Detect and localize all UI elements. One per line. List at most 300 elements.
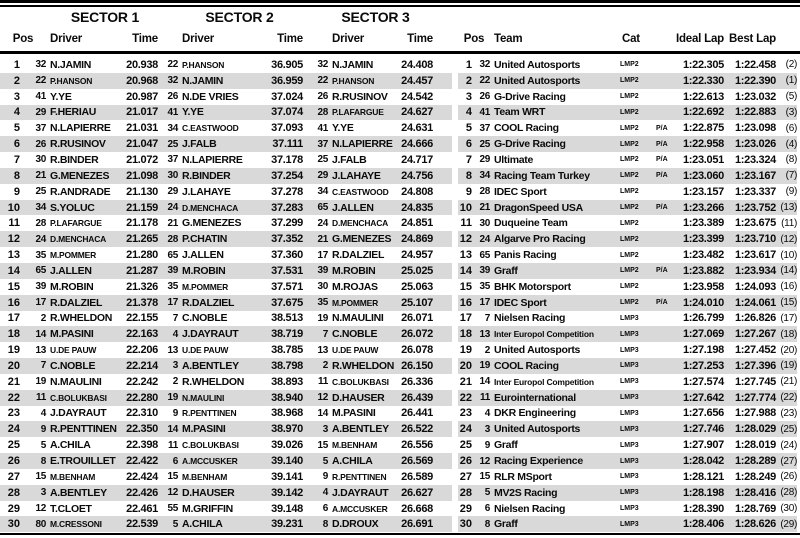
position: 28	[7, 486, 20, 499]
position: 17	[459, 312, 472, 325]
s3-time: 24.666	[401, 138, 433, 151]
sector-times-table	[0, 57, 452, 532]
s3-time: 24.869	[401, 233, 433, 246]
position: 19	[7, 344, 20, 357]
s3-driver-name: R.RUSINOV	[332, 90, 388, 103]
ideal-lap-time: 1:23.266	[682, 201, 724, 214]
s3-driver-name: R.WHELDON	[332, 359, 395, 372]
s2-time: 39.026	[271, 439, 303, 452]
best-lap-rank: (27)	[780, 455, 797, 467]
s1-driver-name: J.DAYRAUT	[50, 407, 107, 420]
s2-driver-name: N.LAPIERRE	[182, 153, 243, 166]
classification-row	[458, 501, 797, 517]
best-lap-rank: (18)	[780, 328, 797, 340]
s3-driver-name: M.ROJAS	[332, 280, 378, 293]
s3-driver-name: J.FALB	[332, 153, 367, 166]
s3-driver-name: C.NOBLE	[332, 328, 378, 341]
category-badge: LMP3	[620, 409, 639, 417]
car-number: 37	[479, 122, 490, 134]
s3-driver-name: P.LAFARGUE	[332, 107, 384, 118]
s1-driver-name: J.ALLEN	[50, 264, 92, 277]
s2-driver-name: R.BINDER	[182, 169, 231, 182]
s1-driver-name: C.NOBLE	[50, 359, 96, 372]
position: 14	[459, 264, 472, 277]
category-badge: LMP3	[620, 489, 639, 497]
s1-time: 20.938	[126, 58, 158, 71]
s3-car-number: 32	[317, 59, 328, 71]
sector-times-row	[0, 89, 452, 105]
classification-row	[458, 326, 797, 342]
best-lap-time: 1:28.249	[734, 470, 776, 483]
s3-time: 26.589	[401, 470, 433, 483]
best-lap-rank: (30)	[780, 503, 797, 515]
ideal-lap-time: 1:27.069	[682, 328, 724, 341]
s3-car-number: 14	[317, 407, 328, 419]
s3-car-number: 41	[317, 122, 328, 134]
car-number: 19	[479, 360, 490, 372]
s2-driver-name: P.HANSON	[182, 59, 225, 70]
position: 15	[459, 280, 472, 293]
team-name: Racing Team Turkey	[494, 169, 590, 182]
s3-time: 26.569	[401, 455, 433, 468]
s2-driver-name: M.PASINI	[182, 423, 226, 436]
s3-time: 24.756	[401, 169, 433, 182]
s2-car-number: 14	[167, 423, 178, 435]
position: 24	[7, 423, 20, 436]
s1-time: 22.242	[126, 375, 158, 388]
s1-car-number: 35	[35, 249, 46, 261]
s2-car-number: 4	[172, 328, 178, 340]
sector-times-row	[0, 295, 452, 311]
position: 25	[459, 439, 472, 452]
s1-car-number: 14	[35, 328, 46, 340]
s1-driver-name: M.BENHAM	[50, 471, 96, 482]
s2-driver-name: C.EASTWOOD	[182, 123, 239, 134]
s2-car-number: 26	[167, 91, 178, 103]
s3-driver-name: A.BENTLEY	[332, 423, 389, 436]
team-name: Duqueine Team	[494, 217, 568, 230]
category-badge: LMP2	[620, 251, 639, 259]
cat-column-header: Cat	[622, 33, 640, 45]
position: 17	[7, 312, 20, 325]
s3-car-number: 30	[317, 281, 328, 293]
s3-time: 26.441	[401, 407, 433, 420]
s2-time: 37.571	[271, 280, 303, 293]
s2-time: 37.278	[271, 185, 303, 198]
ideal-lap-time: 1:26.799	[682, 312, 724, 325]
category-badge: LMP2	[620, 299, 639, 307]
car-number: 2	[484, 344, 490, 356]
best-lap-rank: (9)	[785, 186, 797, 198]
team-name: Inter Europol Competition	[494, 376, 594, 387]
s2-car-number: 39	[167, 265, 178, 277]
best-lap-rank: (26)	[780, 471, 797, 483]
s2-time: 37.675	[271, 296, 303, 309]
s3-time: 26.078	[401, 344, 433, 357]
position: 30	[7, 518, 20, 531]
category-badge: LMP2	[620, 188, 639, 196]
sector-times-row	[0, 152, 452, 168]
s2-time: 38.970	[271, 423, 303, 436]
pro-am-flag: P/A	[656, 140, 668, 148]
best-lap-time: 1:23.617	[734, 249, 776, 262]
s2-time: 37.024	[271, 90, 303, 103]
sector-times-row	[0, 516, 452, 532]
s1-driver-column-header: Driver	[50, 33, 83, 45]
best-lap-time: 1:24.061	[734, 296, 776, 309]
classification-row	[458, 516, 797, 532]
s2-driver-name: J.ALLEN	[182, 249, 224, 262]
ideal-lap-time: 1:27.907	[682, 439, 724, 452]
ideal-lap-time: 1:22.958	[682, 138, 724, 151]
best-lap-rank: (25)	[780, 423, 797, 435]
s1-driver-name: C.BOLUKBASI	[50, 392, 107, 403]
best-lap-time: 1:23.098	[734, 122, 776, 135]
position: 9	[13, 185, 20, 198]
s3-car-number: 39	[317, 265, 328, 277]
s2-car-number: 29	[167, 186, 178, 198]
best-lap-rank: (29)	[780, 518, 797, 530]
s1-driver-name: M.CRESSONI	[50, 519, 102, 530]
category-badge: LMP2	[620, 204, 639, 212]
sector-table-header	[0, 30, 452, 48]
ideal-lap-time: 1:23.157	[682, 185, 724, 198]
position: 19	[459, 344, 472, 357]
category-badge: LMP3	[620, 362, 639, 370]
s2-driver-name: R.DALZIEL	[182, 296, 235, 309]
sector-3-title: SECTOR 3	[341, 9, 410, 25]
s3-car-number: 3	[322, 423, 328, 435]
classification-row	[458, 231, 797, 247]
best-lap-rank: (22)	[780, 392, 797, 404]
s1-driver-name: R.DALZIEL	[50, 296, 103, 309]
s2-car-number: 34	[167, 122, 178, 134]
s2-time: 37.111	[272, 138, 303, 151]
sector-times-row	[0, 469, 452, 485]
classification-row	[458, 105, 797, 121]
ideal-lap-time: 1:23.389	[682, 217, 724, 230]
position: 7	[465, 153, 472, 166]
sector-times-row	[0, 437, 452, 453]
s3-driver-name: N.LAPIERRE	[332, 138, 393, 151]
best-lap-rank: (16)	[780, 281, 797, 293]
sector-times-row	[0, 215, 452, 231]
best-lap-time: 1:27.988	[734, 407, 776, 420]
s3-car-number: 35	[317, 297, 328, 309]
car-number: 22	[479, 75, 490, 87]
s2-car-number: 13	[167, 344, 178, 356]
s2-driver-name: A.BENTLEY	[182, 359, 239, 372]
classification-row	[458, 279, 797, 295]
team-name: United Autosports	[494, 58, 581, 71]
s1-time: 22.350	[126, 423, 158, 436]
s2-car-number: 12	[167, 487, 178, 499]
car-number: 3	[484, 423, 490, 435]
s3-car-number: 22	[317, 75, 328, 87]
s1-driver-name: S.YOLUC	[50, 201, 95, 214]
car-number: 35	[479, 281, 490, 293]
position: 21	[7, 375, 20, 388]
team-name: Graff	[494, 518, 518, 531]
car-number: 30	[479, 217, 490, 229]
car-number: 12	[479, 455, 490, 467]
s1-time: 20.968	[126, 74, 158, 87]
best-lap-time: 1:22.458	[734, 58, 776, 71]
s1-car-number: 15	[35, 471, 46, 483]
s3-driver-name: M.PASINI	[332, 407, 376, 420]
best-lap-time: 1:27.396	[734, 359, 776, 372]
position: 30	[459, 518, 472, 531]
category-badge: LMP2	[620, 219, 639, 227]
s1-time: 22.426	[126, 486, 158, 499]
s1-time-column-header: Time	[132, 33, 158, 45]
s1-car-number: 19	[35, 376, 46, 388]
s1-driver-name: A.BENTLEY	[50, 486, 107, 499]
best-lap-time: 1:23.032	[734, 90, 776, 103]
s2-driver-name: J.FALB	[182, 138, 217, 151]
s1-driver-name: N.MAULINI	[50, 375, 102, 388]
ideal-lap-time: 1:28.390	[682, 502, 724, 515]
position: 15	[7, 280, 20, 293]
ideal-lap-time: 1:28.198	[682, 486, 724, 499]
s1-driver-name: E.TROUILLET	[50, 455, 116, 468]
s3-driver-name: U.DE PAUW	[332, 345, 379, 356]
team-name: DragonSpeed USA	[494, 201, 583, 214]
s2-time: 36.905	[271, 58, 303, 71]
position: 4	[465, 106, 472, 119]
sector-times-row	[0, 453, 452, 469]
position: 23	[459, 407, 472, 420]
team-name: United Autosports	[494, 423, 581, 436]
s3-time: 26.691	[401, 518, 433, 531]
s1-car-number: 26	[35, 138, 46, 150]
s1-driver-name: F.HERIAU	[50, 106, 97, 119]
car-number: 29	[479, 154, 490, 166]
classification-row	[458, 485, 797, 501]
s2-car-number: 55	[167, 503, 178, 515]
position: 28	[459, 486, 472, 499]
sector-times-row	[0, 73, 452, 89]
position: 8	[13, 169, 20, 182]
team-name: DKR Engineering	[494, 407, 576, 420]
s2-car-number: 25	[167, 138, 178, 150]
car-number: 25	[479, 138, 490, 150]
pro-am-flag: P/A	[656, 124, 668, 132]
s3-driver-name: M.BENHAM	[332, 440, 378, 451]
s3-driver-name: M.POMMER	[332, 297, 379, 308]
sector-2-title: SECTOR 2	[205, 9, 274, 25]
position: 16	[459, 296, 472, 309]
s1-time: 22.163	[126, 328, 158, 341]
classification-row	[458, 358, 797, 374]
s2-time: 37.093	[271, 122, 303, 135]
best-lap-time: 1:23.167	[734, 169, 776, 182]
s1-car-number: 17	[35, 297, 46, 309]
position: 13	[7, 249, 20, 262]
car-number: 9	[484, 439, 490, 451]
car-number: 6	[484, 503, 490, 515]
s2-time: 38.968	[271, 407, 303, 420]
s2-car-number: 22	[167, 59, 178, 71]
position: 20	[459, 359, 472, 372]
s3-time: 26.439	[401, 391, 433, 404]
s1-time: 21.031	[126, 122, 158, 135]
s2-time: 37.074	[271, 106, 303, 119]
s3-car-number: 9	[322, 471, 328, 483]
s2-driver-name: N.JAMIN	[182, 74, 224, 87]
s2-driver-name: M.GRIFFIN	[182, 502, 233, 515]
s2-car-number: 2	[172, 376, 178, 388]
classification-row	[458, 390, 797, 406]
ideal-lap-time: 1:27.642	[682, 391, 724, 404]
s3-time: 24.717	[401, 153, 433, 166]
s1-car-number: 32	[35, 59, 46, 71]
best-lap-time: 1:27.267	[734, 328, 776, 341]
position: 25	[7, 439, 20, 452]
s1-time: 21.098	[126, 169, 158, 182]
team-column-header: Team	[494, 33, 523, 45]
best-lap-time: 1:26.826	[734, 312, 776, 325]
best-lap-rank: (21)	[780, 376, 797, 388]
best-lap-time: 1:27.774	[734, 391, 776, 404]
s1-time: 22.206	[126, 344, 158, 357]
best-lap-time: 1:28.626	[734, 518, 776, 531]
category-badge: LMP2	[620, 93, 639, 101]
best-lap-rank: (7)	[785, 170, 797, 182]
category-badge: LMP2	[620, 124, 639, 132]
position: 26	[7, 455, 20, 468]
classification-row	[458, 421, 797, 437]
s2-driver-name: A.MCCUSKER	[182, 456, 238, 467]
best-lap-rank: (14)	[780, 265, 797, 277]
sector-times-row	[0, 184, 452, 200]
category-badge: LMP3	[620, 330, 639, 338]
best-lap-time: 1:28.416	[734, 486, 776, 499]
position: 14	[7, 264, 20, 277]
category-badge: LMP3	[620, 457, 639, 465]
s1-time: 22.424	[126, 470, 158, 483]
team-name: COOL Racing	[494, 359, 559, 372]
s2-car-number: 24	[167, 202, 178, 214]
s1-time: 21.378	[126, 296, 158, 309]
s3-driver-name: C.BOLUKBASI	[332, 376, 389, 387]
position: 23	[7, 407, 20, 420]
s1-driver-name: P.LAFARGUE	[50, 218, 102, 229]
s2-time: 39.148	[271, 502, 303, 515]
best-lap-time: 1:23.324	[734, 153, 776, 166]
sector-times-row	[0, 168, 452, 184]
s3-driver-name: R.DALZIEL	[332, 249, 385, 262]
classification-row	[458, 215, 797, 231]
pos-column-header: Pos	[12, 33, 34, 45]
s1-time: 21.280	[126, 249, 158, 262]
s3-car-number: 21	[317, 233, 328, 245]
s1-car-number: 8	[40, 455, 46, 467]
s2-driver-name: C.BOLUKBASI	[182, 440, 239, 451]
s1-car-number: 7	[40, 360, 46, 372]
position: 2	[465, 74, 472, 87]
best-lap-time: 1:28.289	[734, 455, 776, 468]
best-lap-time: 1:28.019	[734, 439, 776, 452]
best-lap-rank: (5)	[785, 91, 797, 103]
s3-time: 26.556	[401, 439, 433, 452]
s2-driver-name: M.POMMER	[182, 281, 229, 292]
category-badge: LMP2	[620, 172, 639, 180]
s2-driver-name: A.CHILA	[182, 518, 223, 531]
position: 3	[13, 90, 20, 103]
sector-1-title: SECTOR 1	[70, 9, 140, 25]
team-name: Ultimate	[494, 153, 534, 166]
position: 21	[459, 375, 472, 388]
s3-time: 26.336	[401, 375, 433, 388]
s2-driver-name: Y.YE	[182, 106, 204, 119]
position: 1	[13, 58, 20, 71]
s3-time: 24.851	[401, 217, 433, 230]
s2-car-number: 6	[172, 455, 178, 467]
s1-time: 22.155	[126, 312, 158, 325]
s2-driver-name: P.CHATIN	[182, 233, 228, 246]
s3-time: 24.835	[401, 201, 433, 214]
car-number: 39	[479, 265, 490, 277]
classification-row	[458, 89, 797, 105]
s1-driver-name: R.PENTTINEN	[50, 423, 117, 436]
s1-time: 22.214	[126, 359, 158, 372]
s1-car-number: 3	[40, 487, 46, 499]
s2-car-number: 30	[167, 170, 178, 182]
car-number: 28	[479, 186, 490, 198]
top-rule-thick	[0, 0, 800, 3]
s3-driver-name: D.MENCHACA	[332, 218, 389, 229]
category-badge: LMP3	[620, 520, 639, 528]
team-name: Panis Racing	[494, 249, 557, 262]
s2-car-number: 11	[168, 439, 178, 451]
sector-times-row	[0, 279, 452, 295]
s3-time: 26.668	[401, 502, 433, 515]
classification-row	[458, 437, 797, 453]
s2-time: 38.893	[271, 375, 303, 388]
best-lap-rank: (8)	[785, 154, 797, 166]
s3-car-number: 17	[317, 249, 328, 261]
s3-driver-name: J.ALLEN	[332, 201, 374, 214]
s1-driver-name: N.JAMIN	[50, 58, 92, 71]
best-lap-rank: (4)	[785, 138, 797, 150]
s1-car-number: 21	[35, 170, 46, 182]
s2-time: 37.283	[271, 201, 303, 214]
ideal-lap-time: 1:23.958	[682, 280, 724, 293]
s2-driver-name: M.ROBIN	[182, 264, 226, 277]
position: 24	[459, 423, 472, 436]
s2-time: 39.140	[271, 455, 303, 468]
ideal-lap-time: 1:28.406	[682, 518, 724, 531]
team-name: Graff	[494, 264, 518, 277]
classification-row	[458, 247, 797, 263]
s2-time: 39.142	[271, 486, 303, 499]
s3-car-number: 7	[322, 328, 328, 340]
top-rule-thin	[0, 5, 800, 7]
s3-time: 24.808	[401, 185, 433, 198]
s3-driver-name: R.PENTTINEN	[332, 471, 387, 482]
s1-driver-name: G.MENEZES	[50, 169, 110, 182]
sector-times-row	[0, 120, 452, 136]
s1-time: 22.280	[126, 391, 158, 404]
s2-time: 38.719	[271, 328, 303, 341]
position: 11	[460, 217, 472, 230]
classification-row	[458, 374, 797, 390]
team-name: Nielsen Racing	[494, 312, 566, 325]
team-name: COOL Racing	[494, 122, 559, 135]
s3-car-number: 24	[317, 217, 328, 229]
category-badge: LMP3	[620, 378, 639, 386]
